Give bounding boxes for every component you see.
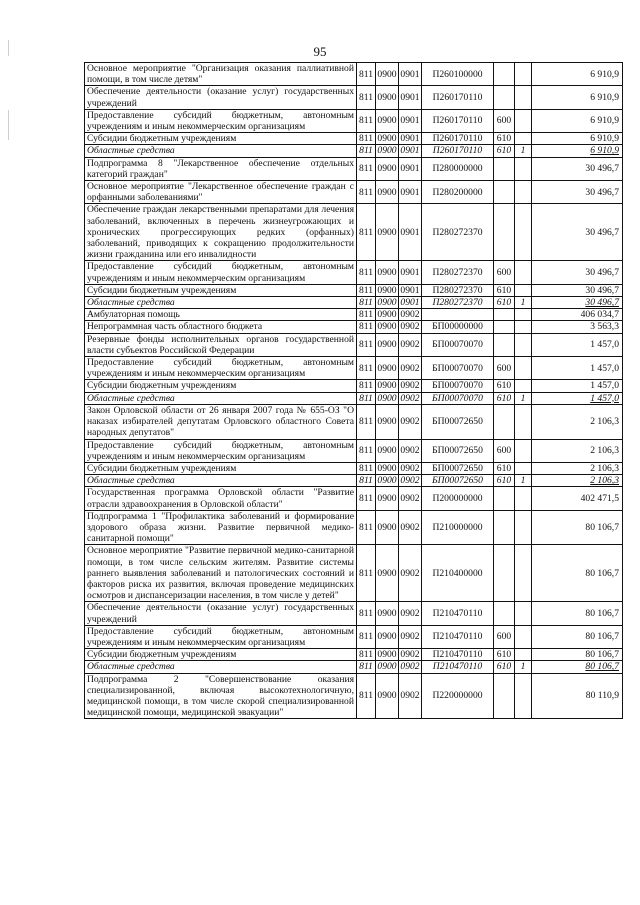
amount: 80 106,7 [532, 625, 623, 648]
source-code [515, 309, 532, 321]
amount: 80 106,7 [532, 545, 623, 602]
source-code [515, 462, 532, 474]
section-code: 0900 [376, 261, 399, 284]
budget-table [84, 62, 623, 719]
ministry-code: 811 [357, 145, 376, 157]
source-code [515, 109, 532, 132]
row-name: Областные средства [85, 145, 357, 157]
expense-type-code [494, 487, 515, 510]
source-code [515, 261, 532, 284]
section-code: 0900 [377, 462, 397, 474]
subsection-code: 0902 [399, 439, 422, 462]
ministry-code: 811 [357, 284, 376, 296]
row-name: Областные средства [85, 297, 357, 309]
expense-type-code: 610 [494, 392, 515, 404]
target-code: БП00070070 [422, 333, 494, 356]
ministry-code: 811 [357, 333, 376, 356]
source-code [515, 649, 532, 661]
row-name: Предоставление субсидий бюджетным, автономным учреждениям и иным некоммерческим организациям [85, 109, 357, 132]
expense-type-code: 610 [494, 297, 515, 309]
expense-type-code: 610 [494, 380, 515, 392]
section-code: 0900 [376, 157, 399, 180]
amount: 6 910,9 [532, 109, 623, 132]
amount: 6 910,9 [532, 133, 623, 145]
table-row [85, 357, 623, 380]
source-code [515, 545, 532, 602]
amount: 2 106,3 [532, 462, 623, 474]
subsection-code: 0902 [400, 380, 420, 392]
source-code [515, 204, 532, 261]
section-code: 0900 [376, 333, 399, 356]
target-code: П280272370 [422, 297, 494, 309]
row-name: Обеспечение деятельности (оказание услуг) государственных учреждений [85, 86, 357, 109]
section-code: 0900 [376, 487, 399, 510]
ministry-code: 811 [357, 133, 376, 145]
table-row [85, 625, 623, 648]
target-code: П280272370 [422, 284, 494, 296]
source-code [515, 510, 532, 545]
amount: 30 496,7 [532, 181, 623, 204]
table-row [85, 392, 623, 404]
ministry-code: 811 [357, 545, 376, 602]
subsection-code: 0902 [399, 404, 422, 439]
amount: 80 106,7 [532, 661, 623, 673]
section-code: 0900 [376, 357, 399, 380]
target-code: БП00072650 [422, 475, 494, 487]
table-row [85, 510, 623, 545]
source-code [515, 673, 532, 719]
row-name: Амбулаторная помощь [85, 309, 357, 321]
expense-type-code [494, 86, 515, 109]
amount: 30 496,7 [532, 204, 623, 261]
scan-artifact [8, 110, 9, 140]
table-row [85, 86, 623, 109]
expense-type-code: 610 [494, 462, 515, 474]
expense-type-code [494, 333, 515, 356]
ministry-code: 811 [357, 462, 376, 474]
section-code: 0900 [377, 392, 397, 404]
table-row [85, 145, 623, 157]
target-code: П280000000 [422, 157, 494, 180]
row-name: Областные средства [85, 392, 357, 404]
target-code: П210470110 [422, 649, 494, 661]
subsection-code: 0902 [399, 487, 422, 510]
source-code [515, 86, 532, 109]
target-code: П220000000 [422, 673, 494, 719]
amount: 6 910,9 [532, 86, 623, 109]
table-row [85, 602, 623, 625]
row-name: Предоставление субсидий бюджетным, автономным учреждениям и иным некоммерческим организациям [85, 357, 357, 380]
amount: 1 457,0 [532, 333, 623, 356]
ministry-code: 811 [357, 321, 376, 333]
row-name: Закон Орловской области от 26 января 2007 года № 655-ОЗ "О наказах избирателей депутатам Орловского областного Совета народных депутатов" [85, 404, 357, 439]
row-name: Предоставление субсидий бюджетным, автономным учреждениям и иным некоммерческим организациям [85, 439, 357, 462]
subsection-code: 0902 [399, 602, 422, 625]
amount: 1 457,0 [532, 357, 623, 380]
section-code: 0900 [376, 545, 399, 602]
amount: 80 106,7 [532, 510, 623, 545]
target-code: П210470110 [422, 602, 494, 625]
table-row [85, 487, 623, 510]
page-number: 95 [313, 44, 327, 59]
section-code: 0900 [377, 145, 397, 157]
target-code: П200000000 [422, 487, 494, 510]
ministry-code: 811 [357, 261, 376, 284]
expense-type-code: 610 [494, 661, 515, 673]
subsection-code: 0901 [399, 261, 422, 284]
row-name: Субсидии бюджетным учреждениям [85, 649, 357, 661]
section-code: 0900 [376, 673, 399, 719]
table-row [85, 380, 623, 392]
ministry-code: 811 [357, 357, 376, 380]
row-name: Субсидии бюджетным учреждениям [85, 380, 357, 392]
target-code: БП00072650 [422, 404, 494, 439]
section-code: 0900 [377, 649, 397, 661]
amount: 80 110,9 [532, 673, 623, 719]
table-row [85, 297, 623, 309]
row-name: Основное мероприятие "Лекарственное обеспечение граждан с орфанными заболеваниями" [85, 181, 357, 204]
expense-type-code: 610 [494, 475, 515, 487]
subsection-code: 0902 [400, 321, 420, 333]
amount: 30 496,7 [532, 297, 623, 309]
expense-type-code [494, 309, 515, 321]
expense-type-code: 610 [494, 284, 515, 296]
ministry-code: 811 [357, 63, 376, 86]
amount: 2 106,3 [532, 439, 623, 462]
table-row [85, 109, 623, 132]
ministry-code: 811 [357, 204, 376, 261]
subsection-code: 0902 [400, 462, 420, 474]
target-code: П260100000 [422, 63, 494, 86]
subsection-code: 0901 [399, 157, 422, 180]
subsection-code: 0902 [400, 475, 420, 487]
section-code: 0900 [376, 404, 399, 439]
section-code: 0900 [376, 181, 399, 204]
subsection-code: 0902 [400, 649, 420, 661]
section-code: 0900 [376, 510, 399, 545]
ministry-code: 811 [357, 510, 376, 545]
target-code [422, 309, 494, 321]
ministry-code: 811 [357, 602, 376, 625]
expense-type-code: 600 [494, 357, 515, 380]
target-code: П280272370 [422, 204, 494, 261]
expense-type-code [494, 673, 515, 719]
table-row [85, 321, 623, 333]
table-row [85, 475, 623, 487]
amount: 2 106,3 [532, 475, 623, 487]
row-name: Непрограммная часть областного бюджета [85, 321, 357, 333]
source-code: 1 [515, 145, 532, 157]
table-row [85, 204, 623, 261]
ministry-code: 811 [357, 487, 376, 510]
section-code: 0900 [376, 625, 399, 648]
ministry-code: 811 [357, 661, 376, 673]
source-code [515, 404, 532, 439]
subsection-code: 0901 [400, 284, 420, 296]
subsection-code: 0901 [399, 204, 422, 261]
expense-type-code [494, 181, 515, 204]
subsection-code: 0901 [399, 86, 422, 109]
target-code: П260170110 [422, 86, 494, 109]
target-code: БП00072650 [422, 462, 494, 474]
section-code: 0900 [377, 475, 397, 487]
subsection-code: 0902 [399, 357, 422, 380]
ministry-code: 811 [357, 625, 376, 648]
subsection-code: 0902 [399, 673, 422, 719]
ministry-code: 811 [357, 649, 376, 661]
table-row [85, 649, 623, 661]
table-row [85, 404, 623, 439]
row-name: Основное мероприятие "Организация оказания паллиативной помощи, в том числе детям" [85, 63, 357, 86]
amount: 30 496,7 [532, 284, 623, 296]
expense-type-code: 600 [494, 109, 515, 132]
target-code: БП00072650 [422, 439, 494, 462]
section-code: 0900 [377, 133, 397, 145]
section-code: 0900 [376, 63, 399, 86]
section-code: 0900 [377, 309, 397, 321]
expense-type-code [494, 204, 515, 261]
row-name: Подпрограмма 2 "Совершенствование оказания специализированной, включая высокотехнологичную, медицинской помощи, в том числе скорой специализированной медицинской помощи, медицинской эвакуации" [85, 673, 357, 719]
section-code: 0900 [377, 661, 397, 673]
row-name: Субсидии бюджетным учреждениям [85, 133, 357, 145]
amount: 402 471,5 [532, 487, 623, 510]
row-name: Государственная программа Орловской области "Развитие отрасли здравоохранения в Орловской области" [85, 487, 357, 510]
ministry-code: 811 [357, 439, 376, 462]
target-code: П280272370 [422, 261, 494, 284]
table-row [85, 462, 623, 474]
subsection-code: 0902 [399, 510, 422, 545]
source-code [515, 602, 532, 625]
subsection-code: 0901 [400, 145, 420, 157]
target-code: БП00070070 [422, 392, 494, 404]
source-code [515, 487, 532, 510]
subsection-code: 0902 [400, 309, 420, 321]
section-code: 0900 [376, 204, 399, 261]
section-code: 0900 [377, 380, 397, 392]
ministry-code: 811 [357, 475, 376, 487]
row-name: Подпрограмма 1 "Профилактика заболеваний и формирование здорового образа жизни. Развитие первичной медико-санитарной помощи" [85, 510, 357, 545]
source-code [515, 321, 532, 333]
table-row [85, 157, 623, 180]
target-code: БП00070070 [422, 357, 494, 380]
expense-type-code [494, 510, 515, 545]
expense-type-code: 600 [494, 625, 515, 648]
amount: 3 563,3 [532, 321, 623, 333]
subsection-code: 0902 [400, 392, 420, 404]
expense-type-code: 610 [494, 133, 515, 145]
expense-type-code: 610 [494, 649, 515, 661]
target-code: П210400000 [422, 545, 494, 602]
source-code: 1 [515, 297, 532, 309]
source-code [515, 625, 532, 648]
row-name: Субсидии бюджетным учреждениям [85, 462, 357, 474]
source-code: 1 [515, 392, 532, 404]
ministry-code: 811 [357, 297, 376, 309]
amount: 1 457,0 [532, 392, 623, 404]
section-code: 0900 [376, 86, 399, 109]
table-row [85, 284, 623, 296]
expense-type-code: 610 [494, 145, 515, 157]
ministry-code: 811 [357, 157, 376, 180]
subsection-code: 0902 [399, 625, 422, 648]
section-code: 0900 [376, 602, 399, 625]
source-code [515, 63, 532, 86]
target-code: П260170110 [422, 145, 494, 157]
expense-type-code: 600 [494, 261, 515, 284]
subsection-code: 0902 [399, 333, 422, 356]
ministry-code: 811 [357, 86, 376, 109]
expense-type-code [494, 545, 515, 602]
amount: 30 496,7 [532, 261, 623, 284]
ministry-code: 811 [357, 181, 376, 204]
subsection-code: 0901 [399, 63, 422, 86]
target-code: П260170110 [422, 109, 494, 132]
amount: 30 496,7 [532, 157, 623, 180]
ministry-code: 811 [357, 673, 376, 719]
row-name: Подпрограмма 8 "Лекарственное обеспечение отдельных категорий граждан" [85, 157, 357, 180]
table-row [85, 63, 623, 86]
amount: 2 106,3 [532, 404, 623, 439]
ministry-code: 811 [357, 380, 376, 392]
table-row [85, 261, 623, 284]
row-name: Обеспечение деятельности (оказание услуг) государственных учреждений [85, 602, 357, 625]
expense-type-code [494, 157, 515, 180]
expense-type-code [494, 321, 515, 333]
expense-type-code: 600 [494, 439, 515, 462]
section-code: 0900 [376, 109, 399, 132]
source-code [515, 439, 532, 462]
expense-type-code [494, 404, 515, 439]
row-name: Областные средства [85, 661, 357, 673]
row-name: Субсидии бюджетным учреждениям [85, 284, 357, 296]
target-code: П210470110 [422, 625, 494, 648]
amount: 1 457,0 [532, 380, 623, 392]
expense-type-code [494, 63, 515, 86]
subsection-code: 0902 [399, 545, 422, 602]
subsection-code: 0901 [400, 133, 420, 145]
table-row [85, 181, 623, 204]
amount: 406 034,7 [532, 309, 623, 321]
source-code [515, 133, 532, 145]
table-row [85, 439, 623, 462]
table-row [85, 661, 623, 673]
amount: 6 910,9 [532, 63, 623, 86]
target-code: П210000000 [422, 510, 494, 545]
table-row [85, 673, 623, 719]
target-code: БП00000000 [422, 321, 494, 333]
source-code [515, 181, 532, 204]
source-code [515, 380, 532, 392]
target-code: П280200000 [422, 181, 494, 204]
row-name: Предоставление субсидий бюджетным, автономным учреждениям и иным некоммерческим организациям [85, 625, 357, 648]
section-code: 0900 [377, 284, 397, 296]
subsection-code: 0902 [400, 661, 420, 673]
row-name: Предоставление субсидий бюджетным, автономным учреждениям и иным некоммерческим организациям [85, 261, 357, 284]
source-code [515, 333, 532, 356]
subsection-code: 0901 [399, 109, 422, 132]
ministry-code: 811 [357, 309, 376, 321]
target-code: П210470110 [422, 661, 494, 673]
source-code: 1 [515, 661, 532, 673]
source-code [515, 357, 532, 380]
row-name: Областные средства [85, 475, 357, 487]
table-row [85, 333, 623, 356]
amount: 6 910,9 [532, 145, 623, 157]
row-name: Основное мероприятие "Развитие первичной медико-санитарной помощи, в том числе сельским жителям. Развитие системы раннего выявления заболеваний и патологических состояний и факторов риска их развития, включая проведение медицинских осмотров и диспансеризации населения, в том числе у детей" [85, 545, 357, 602]
amount: 80 106,7 [532, 649, 623, 661]
target-code: П260170110 [422, 133, 494, 145]
row-name: Обеспечение граждан лекарственными препаратами для лечения заболеваний, включенных в перечень жизнеугрожающих и хронических прогрессирующих редких (орфанных) заболеваний, приводящих к сокращению продолжительности жизни гражданина или его инвалидности [85, 204, 357, 261]
section-code: 0900 [376, 439, 399, 462]
ministry-code: 811 [357, 109, 376, 132]
source-code [515, 157, 532, 180]
source-code: 1 [515, 475, 532, 487]
table-row [85, 309, 623, 321]
table-row [85, 545, 623, 602]
row-name: Резервные фонды исполнительных органов государственной власти субъектов Российской Федерации [85, 333, 357, 356]
target-code: БП00070070 [422, 380, 494, 392]
expense-type-code [494, 602, 515, 625]
amount: 80 106,7 [532, 602, 623, 625]
ministry-code: 811 [357, 404, 376, 439]
subsection-code: 0901 [400, 297, 420, 309]
section-code: 0900 [377, 321, 397, 333]
source-code [515, 284, 532, 296]
table-row [85, 133, 623, 145]
section-code: 0900 [377, 297, 397, 309]
table-body [85, 63, 623, 719]
ministry-code: 811 [357, 392, 376, 404]
subsection-code: 0901 [399, 181, 422, 204]
